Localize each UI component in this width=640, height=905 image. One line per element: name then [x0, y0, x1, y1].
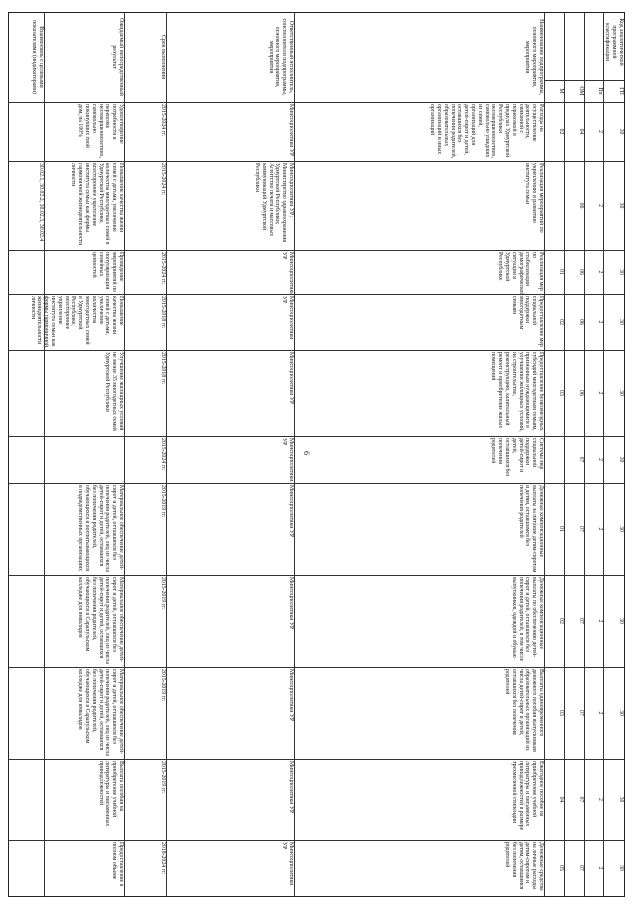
cell-name: Реализация мер по стабилизации демографической ситуации в Удмуртской Республике	[497, 252, 544, 296]
cell-executor: Минсоцполитики УР	[281, 296, 294, 340]
cell-pp: 2	[597, 130, 603, 133]
cell-gp: 30	[618, 796, 624, 803]
cell-pp: 2	[597, 866, 603, 870]
cell-m: 04	[558, 796, 564, 803]
header-link: Взаимосвязь с целевыми показателями (индикаторами)	[31, 20, 44, 94]
cell-om: 07	[578, 456, 584, 463]
header-code: ОМ	[578, 86, 584, 96]
cell-name: Предоставление мер социальной поддержки многодетным семьям	[510, 296, 544, 347]
cell-result: Материальное обеспечение детей-сирот и детей, оставшихся без попечения родителей, лиц из числа детей-сирот и детей, оставшихся без попечения родителей, обучающихся в Сарапульском колледже для инвалидов	[77, 669, 124, 757]
cell-link	[8, 667, 45, 759]
header-code: Пп	[597, 87, 603, 95]
cell-name: Выплаты единовременного денежного пособия выпускникам образовательных организаций из числа детей-сирот и детей, оставшихся без попечения родителей	[504, 669, 544, 752]
cell-om: 07	[578, 710, 584, 716]
cell-result	[45, 436, 125, 483]
header-result: Ожидаемый непосредственный результат	[111, 18, 124, 96]
cell-name: Предоставление безвозмездных субсидий многодетным семьям, признанным нуждающимися в улучшении жилищных условий, на строительство, реконструкцию, капитальный ремонт и приобретение жилых помещений	[490, 352, 544, 432]
cell-link	[8, 575, 45, 667]
cell-term: 2015-2018 гг.	[160, 352, 166, 385]
header-code-group: Код аналитической программной классификации	[604, 18, 624, 66]
cell-executor: Минсоцполитики УР	[281, 842, 294, 886]
cell-name: Денежные компенсационные выплаты по обеспечению детей-сирот и детей, оставшихся без попечения родителей, в том числе выпускников, одеждой и обувью	[510, 577, 544, 662]
cell-term: 2018-2024 гг.	[160, 842, 166, 875]
cell-name: Реализация мероприятий по укреплению и развитию института семьи	[524, 163, 544, 233]
cell-term: 2015-2019 гг.	[160, 577, 166, 610]
code-subheader-separator	[545, 80, 625, 81]
cell-m: 03	[558, 390, 564, 396]
cell-term: 2015-2019 гг.	[160, 761, 166, 794]
cell-term: 2015-2024 гг.	[160, 104, 166, 137]
cell-term: 2015-2024 гг.	[160, 438, 166, 471]
header-name: Наименование подпрограммы, основного мероприятия, мероприятия	[524, 19, 544, 95]
cell-pp: 2	[597, 619, 603, 623]
program-table	[8, 12, 625, 897]
cell-om: 06	[578, 202, 584, 209]
cell-pp: 2	[597, 711, 603, 715]
cell-om: 07	[578, 526, 584, 532]
cell-result: Повышение качества жизни семей с детьми, увеличение количества многодетных семей в Удмуртской Республике, всестороннее укрепление института семьи как формы гармоничной жизнедеятельности личности	[29, 296, 124, 348]
cell-executor: Минсоцполитики УР	[288, 485, 294, 538]
cell-executor: Минсоцполитики УР	[281, 252, 294, 296]
cell-om: 06	[578, 319, 584, 325]
cell-name: Система мер социальной поддержки детей-сирот и детей, оставшихся без попечения родителей	[490, 438, 544, 477]
cell-executor: Минсоцполитики УР	[288, 669, 294, 722]
cell-om: 07	[578, 618, 584, 624]
cell-name: Расходы на осуществление деятельности, связанной с перевозкой в пределах Удмуртской Республики несовершеннолетних, самовольно ушедших из семей, организаций для детей-сирот и детей, оставшихся без попечения родителей, образовательных организаций и иных организаций	[429, 104, 544, 159]
cell-pp: 2	[597, 527, 603, 531]
cell-link	[8, 436, 45, 483]
header-code: ГП	[618, 87, 624, 95]
cell-result: Предоставление в полном объеме	[111, 842, 124, 887]
cell-m: 02	[558, 618, 564, 624]
cell-om: 06	[578, 269, 584, 275]
cell-om: 07	[578, 796, 584, 803]
cell-term: 2015-2019 гг.	[160, 485, 166, 518]
cell-executor: Минсоцполитики УР	[288, 761, 294, 814]
cell-om: 07	[578, 865, 584, 871]
cell-result: Материальное обеспечение детей-сирот и детей, оставшихся без попечения родителей, лиц из числа детей-сирот и детей, оставшихся без попечения родителей, обучающихся в Сарапульском колледже для инвалидов	[77, 577, 124, 665]
header-executor: Ответственный исполнитель, соисполнители подпрограммы, основного мероприятия, мероприятия	[267, 18, 294, 96]
cell-link	[8, 759, 45, 840]
cell-m	[545, 436, 565, 483]
cell-term: 2015-2019 гг.	[160, 669, 166, 702]
cell-result: Улучшение жилищных условий не менее 35 многодетных семей Удмуртской Республики	[104, 352, 124, 431]
cell-executor: Минсоцполитики УР	[288, 577, 294, 630]
cell-gp: 30	[618, 456, 624, 463]
cell-pp: 2	[597, 320, 603, 324]
cell-executor: Минсоцполитики УР; Министерство здравоохранения Удмуртской Республики; Агентство печати и массовых коммуникаций Удмуртской Республики	[254, 163, 294, 243]
cell-pp: 2	[597, 204, 603, 207]
cell-result: Выплата пособия на приобретение учебной литературы и письменных принадлежностей	[97, 761, 124, 827]
cell-term: 2015-2024 гг.	[160, 163, 166, 196]
cell-m: 01	[558, 269, 564, 275]
cell-gp: 30	[618, 618, 624, 624]
cell-link	[8, 294, 45, 350]
cell-gp: 30	[618, 865, 624, 871]
cell-pp: 2	[597, 798, 603, 801]
cell-om: 04	[578, 128, 584, 135]
cell-link	[8, 250, 45, 294]
header-code: М	[558, 88, 564, 94]
cell-executor: Минсоцполитики УР	[281, 438, 294, 482]
cell-result: Материальное обеспечение детей-сирот и детей, оставшихся без попечения родителей, лиц из числа детей-сирот и детей, оставшихся без попечения родителей, обучающихся и воспитывающихся в подведомственных организациях	[77, 485, 124, 573]
cell-gp: 30	[618, 390, 624, 396]
cell-result: Проведение мероприятий по популяризации семейных ценностей	[90, 252, 124, 292]
cell-m: 01	[558, 526, 564, 532]
cell-pp: 2	[597, 391, 603, 395]
cell-m: 03	[558, 710, 564, 716]
cell-m: 05	[558, 865, 564, 871]
cell-result: Повышение качества жизни семей с детьми, увеличение количества многодетных семей в Удмуртской Республике, всестороннее укрепление института семьи как формы гармоничной жизнедеятельности личности	[70, 163, 124, 246]
cell-pp: 2	[597, 458, 603, 461]
cell-name: Ежегодное пособие на приобретение учебной литературы и письменных принадлежностей в размере трехмесячной стипендии	[510, 761, 544, 831]
cell-m	[545, 161, 565, 250]
cell-executor: Минсоцполитики УР	[288, 352, 294, 405]
cell-gp: 30	[618, 269, 624, 275]
cell-link	[8, 840, 45, 896]
cell-m: 02	[558, 128, 564, 135]
cell-gp: 30	[618, 202, 624, 209]
cell-pp: 2	[597, 270, 603, 274]
cell-result: Удовлетворение потребности в перевозке несовершеннолетних, самовольно покинувших свой дом, на 100%	[77, 104, 124, 159]
cell-link	[8, 483, 45, 575]
page-number: 6	[302, 451, 311, 455]
cell-link	[8, 102, 45, 161]
cell-executor: Минсоцполитики УР	[288, 104, 294, 157]
cell-gp: 30	[618, 526, 624, 532]
cell-gp: 30	[618, 710, 624, 716]
cell-gp: 30	[618, 128, 624, 135]
cell-link	[8, 350, 45, 436]
cell-gp: 30	[618, 319, 624, 325]
cell-link: 30.02.1, 30.02.2, 30.02.3, 30.02.4	[38, 163, 44, 242]
cell-term: 2015-2024 гг.	[160, 252, 166, 285]
header-term: Срок выполнения	[160, 35, 166, 79]
cell-om: 06	[578, 390, 584, 396]
cell-term: 2015-2018 гг.	[160, 296, 166, 329]
cell-m: 02	[558, 319, 564, 325]
cell-name: Денежные средства на личные расходы детям-сиротам и детям, оставшимся без попечения родителей	[504, 842, 544, 891]
cell-name: Денежные компенсационные выплаты за питание детям-сиротам и детям, оставшимся без попечения родителей	[517, 485, 544, 573]
